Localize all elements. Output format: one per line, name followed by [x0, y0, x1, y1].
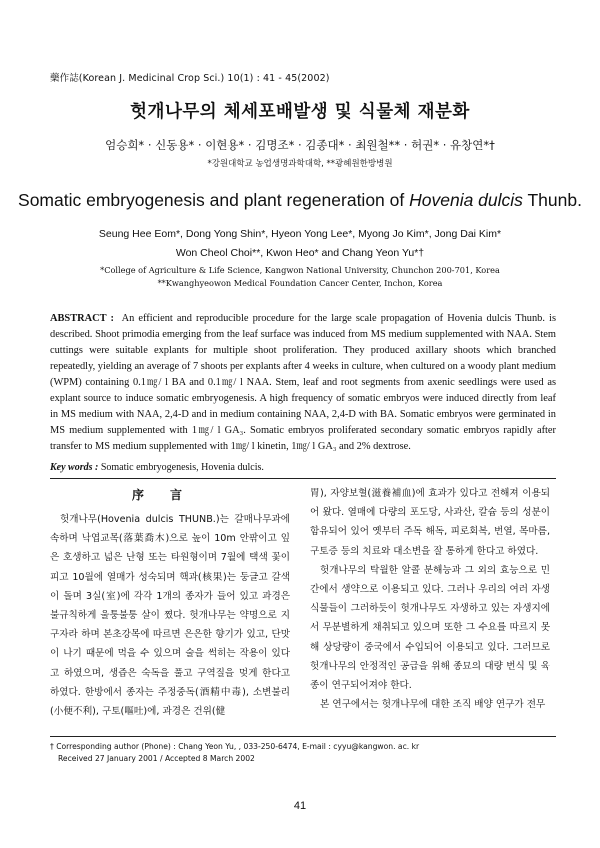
authors-korean: 엄승희* · 신동용* · 이현용* · 김명조* · 김종대* · 최원철** · 허권* · 유창연*† — [105, 138, 495, 152]
keywords-text: Somatic embryogenesis, Hovenia dulcis. — [98, 462, 264, 473]
section-divider — [50, 478, 556, 479]
affiliation-korean: *강원대학교 농업생명과학대학, **광혜원한방병원 — [207, 159, 393, 169]
footnote-divider — [50, 736, 556, 737]
affiliation-english-line2: **Kwanghyeowon Medical Foundation Cancer Center, Inchon, Korea — [157, 278, 443, 288]
journal-citation: 藥作誌(Korean J. Medicinal Crop Sci.) 10(1) : 41 - 45(2002) — [50, 73, 330, 84]
authors-english-line1: Seung Hee Eom*, Dong Yong Shin*, Hyeon Yong Lee*, Myong Jo Kim*, Jong Dai Kim* — [98, 228, 502, 240]
authors-english — [0, 225, 600, 263]
body-column-left — [50, 510, 290, 721]
body-paragraph: 헛개나무의 탁월한 알콜 분해능과 그 외의 효능으로 민간에서 생약으로 이용되고 있다. 그러나 우리의 여러 자생식물들이 그러하듯이 헛개나무도 자생하고 있는 자생지에서 무분별하게 채취되고 있으며 또한 그 수요를 따르지 못해 상당량이 중국에서 수입되어 이용되고 있다. 그러므로 헛개나무의 안정적인 공급을 위해 종묘의 대량 번식 및 육종이 연구되어져야 한다. — [310, 564, 550, 692]
keywords-label: Key words : — [50, 462, 99, 473]
title-english-suffix: Thunb. — [522, 190, 582, 210]
body-paragraph: 헛개나무(Hovenia dulcis THUNB.)는 갈매나무과에 속하며 낙엽교목(落葉喬木)으로 높이 10m 안팎이고 잎은 호생하고 넓은 난형 또는 타원형이며 7월에 택색 꽃이 피고 10월에 열매가 성숙되며 핵과(核果)는 둥글고 갈색이 돌며 3실(室)에 각각 1개의 종자가 들어 있고 과경은 불규칙하게 울퉁불퉁 살이 쪘다. 헛개나무는 약명으로 지구자라 하며 본초강목에 따르면 은은한 향기가 있고, 단맛이 나기 때문에 먹을 수 있으며 술을 썩히는 작용이 있다고 하였으며, 생즙은 숙독을 풀고 구역질을 멎게 한다고 하였다. 한방에서 종자는 주정중독(酒精中毒), 소변불리(小便不利), 구토(嘔吐)에, 과경은 건위(健 — [50, 514, 290, 718]
title-korean: 헛개나무의 체세포배발생 및 식물체 재분화 — [130, 102, 470, 122]
section-heading: 序言 — [131, 488, 208, 502]
abstract-label: ABSTRACT : — [50, 313, 114, 324]
footnote-received: Received 27 January 2001 / Accepted 8 March 2002 — [58, 754, 255, 763]
affiliation-english — [0, 264, 600, 290]
keywords — [50, 462, 264, 473]
body-paragraph: 본 연구에서는 헛개나무에 대한 조직 배양 연구가 전무 — [320, 699, 546, 711]
body-column-right — [310, 484, 550, 714]
body-paragraph: 胃), 자양보혈(滋養補血)에 효과가 있다고 전해져 이용되어 왔다. 열매에 다량의 포도당, 사과산, 칼슘 등의 성분이 함유되어 있어 옛부터 주독 해독, 피로회복, 번열, 목마름, 구토증 등의 치료와 대소변을 잘 통하게 한다고 하였다. — [310, 488, 550, 557]
page-number: 41 — [293, 800, 307, 812]
title-english — [0, 190, 600, 211]
abstract — [50, 311, 556, 455]
authors-english-line2: Won Cheol Choi**, Kwon Heo* and Chang Yeon Yu*† — [175, 247, 425, 259]
title-english-prefix: Somatic embryogenesis and plant regeneration of — [18, 190, 410, 210]
footnote — [50, 741, 419, 765]
abstract-text: An efficient and reproducible procedure for the large scale propagation of Hovenia dulcis Thunb. is described. Shoot primodia emerging from the leaf surface was induced from MS medium supplemented with NAA. Stem cuttings were suitable explants for multiple shoot proliferation. They produced axillary shoots which branched repeatedly, yielding an average of 7 shoots per explants after 4 weeks in culture, when cultured on a woody plant medium (WPM) containing 0.1㎎/ l BA and 0.1㎎/ l NAA. Stem, leaf and root segments from axenic seedlings were used as explant source to induce somatic embryogenesis. A high frequency of somatic embryos were induced directly from leaf in MS medium with NAA, 2,4-D and in medium containing NAA, 2,4-D with BA. Somatic embryos were germinated in MS medium supplemented with 1㎎/ l GA₃. Somatic embryos proliferated secondary somatic embryos rapidly after transfer to MS medium supplemented with 1㎎/ l kinetin, 1㎎/ l GA₃ and 2% dextrose. — [50, 313, 556, 452]
affiliation-english-line1: *College of Agriculture & Life Science, Kangwon National University, Chunchon 200-701, Korea — [100, 265, 500, 275]
footnote-corresponding: † Corresponding author (Phone) : Chang Yeon Yu, , 033-250-6474, E-mail : cyyu@kangwon. ac. kr — [50, 742, 420, 751]
title-english-species: Hovenia dulcis — [409, 190, 523, 210]
